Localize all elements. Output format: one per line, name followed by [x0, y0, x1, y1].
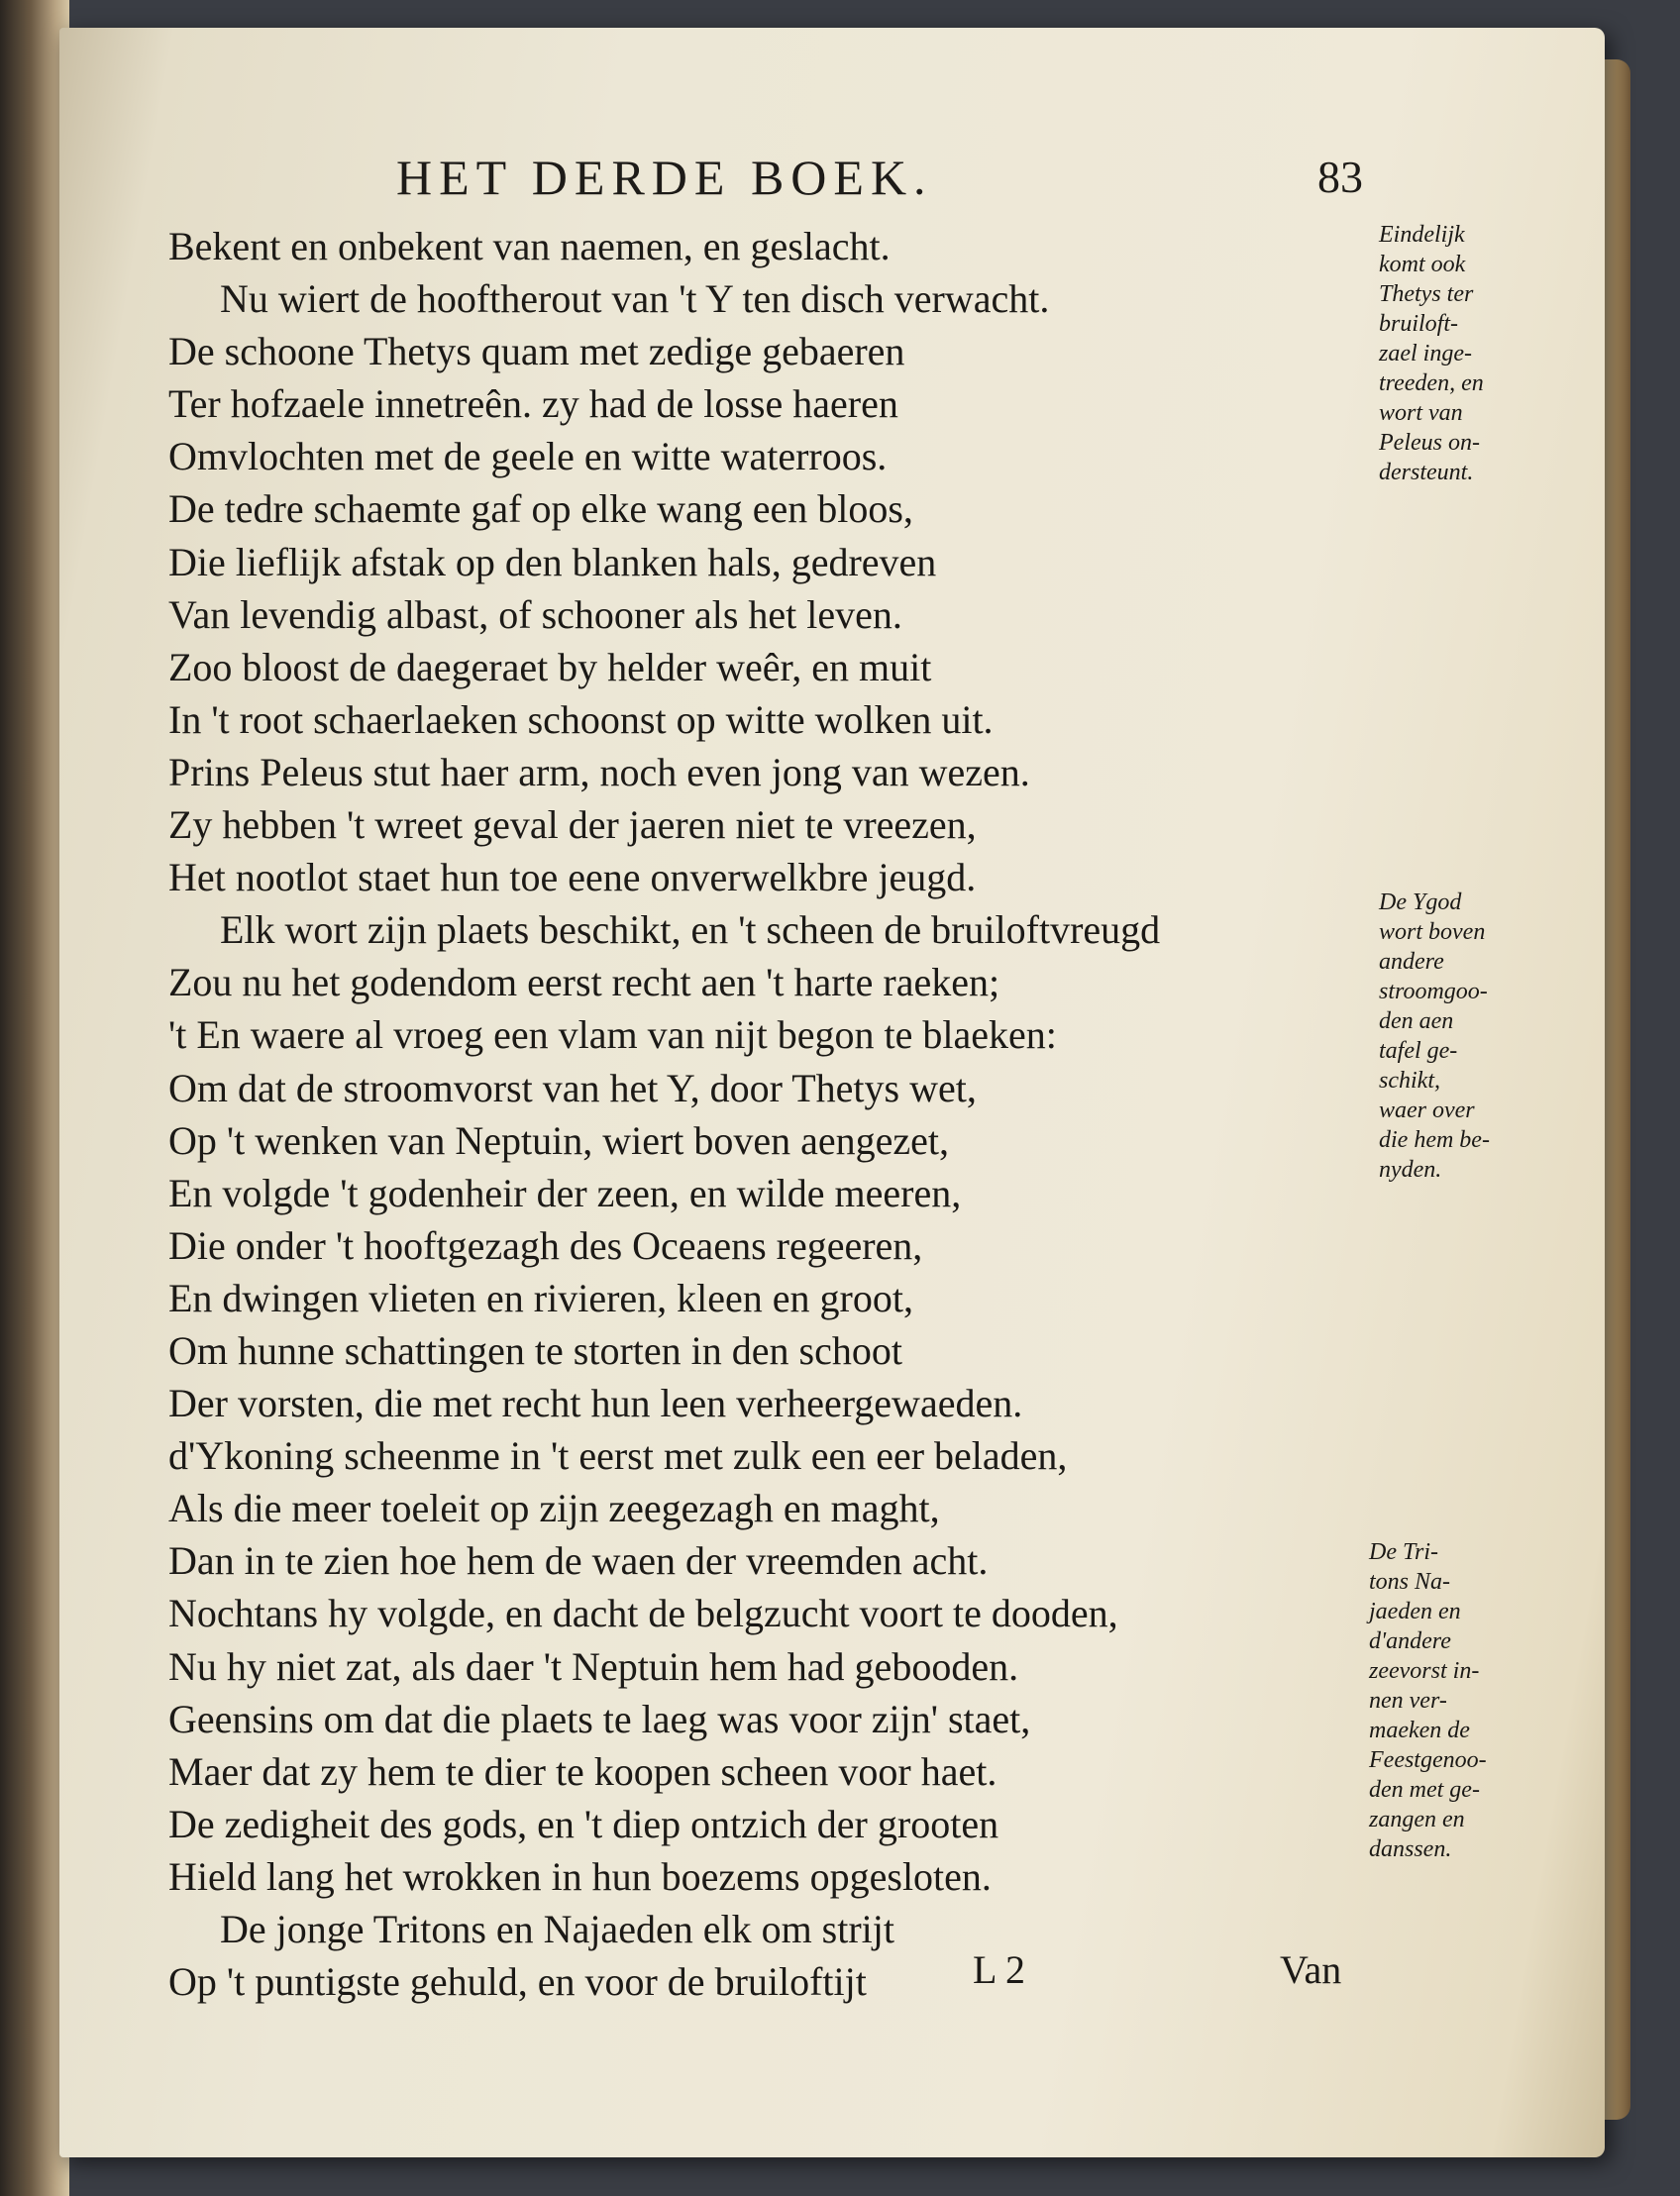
poem-line: Prins Peleus stut haer arm, noch even jong van wezen. — [168, 749, 1030, 794]
poem-line: 't En waere al vroeg een vlam van nijt begon te blaeken: — [168, 1012, 1057, 1058]
marginal-note-line: nen ver- — [1369, 1688, 1447, 1714]
marginal-note-line: zael inge- — [1379, 341, 1472, 366]
marginal-note-line: den met ge- — [1369, 1777, 1480, 1803]
marginal-note-line: stroomgoo- — [1379, 979, 1488, 1004]
running-title: HET DERDE BOEK. — [396, 150, 933, 205]
poem-line: Om hunne schattingen te storten in den schoot — [168, 1327, 902, 1373]
poem-line: In 't root schaerlaeken schoonst op witte wolken uit. — [168, 696, 994, 742]
marginal-note-line: jaeden en — [1369, 1599, 1461, 1624]
poem-line: Hield lang het wrokken in hun boezems opgesloten. — [168, 1853, 992, 1899]
poem-line: En volgde 't godenheir der zeen, en wilde meeren, — [168, 1170, 962, 1215]
marginal-note-line: den aen — [1379, 1008, 1454, 1034]
marginal-note-line: De Ygod — [1379, 889, 1462, 915]
marginal-note-line: Thetys ter — [1379, 281, 1474, 307]
poem-line: Zoo bloost de daegeraet by helder weêr, en muit — [168, 644, 932, 689]
marginal-note-line: d'andere — [1369, 1628, 1451, 1654]
marginal-note-thetys — [1379, 220, 1552, 487]
marginal-note-line: dersteunt. — [1379, 460, 1474, 485]
poem-line: En dwingen vlieten en rivieren, kleen en groot, — [168, 1275, 913, 1320]
marginal-note-line: tons Na- — [1369, 1569, 1451, 1595]
poem-line: Op 't wenken van Neptuin, wiert boven aengezet, — [168, 1117, 950, 1163]
marginal-note-line: wort van — [1379, 400, 1463, 426]
poem-line: Het nootlot staet hun toe eene onverwelkbre jeugd. — [168, 855, 977, 900]
poem-line: Die lieflijk afstak op den blanken hals, gedreven — [168, 539, 937, 584]
poem-line: Nu hy niet zat, als daer 't Neptuin hem had gebooden. — [168, 1643, 1019, 1689]
poem-line: Zy hebben 't wreet geval der jaeren niet te vreezen, — [168, 802, 977, 848]
poem-line: Omvlochten met de geele en witte waterroos. — [168, 434, 888, 479]
poem-line: Nu wiert de hooftherout van 't Y ten disch verwacht. — [220, 276, 1050, 322]
marginal-note-line: Feestgenoo- — [1369, 1747, 1487, 1773]
poem-line: Zou nu het godendom eerst recht aen 't harte raeken; — [168, 960, 1000, 1005]
marginal-note-line: tafel ge- — [1379, 1038, 1458, 1064]
marginal-note-line: maeken de — [1369, 1718, 1470, 1743]
poem-line: d'Ykoning scheenme in 't eerst met zulk een eer beladen, — [168, 1433, 1068, 1479]
poem-line: Op 't puntigste gehuld, en voor de bruiloftijt — [168, 1959, 867, 2005]
poem-line: Elk wort zijn plaets beschikt, en 't scheen de bruiloftvreugd — [220, 907, 1161, 953]
poem-line: Geensins om dat die plaets te laeg was voor zijn' staet, — [168, 1696, 1031, 1741]
poem-line: Als die meer toeleit op zijn zeegezagh en maght, — [168, 1486, 940, 1531]
poem-line: Bekent en onbekent van naemen, en geslacht. — [168, 224, 891, 268]
poem-line: De tedre schaemte gaf op elke wang een bloos, — [168, 486, 913, 532]
poem-line: Maer dat zy hem te dier te koopen scheen voor haet. — [168, 1748, 998, 1794]
poem-line: De zedigheit des gods, en 't diep ontzich der grooten — [168, 1801, 999, 1846]
marginal-note-line: nyden. — [1379, 1157, 1442, 1183]
marginal-note-tritons — [1369, 1537, 1542, 1864]
poem-line: Die onder 't hooftgezagh des Oceaens regeeren, — [168, 1222, 923, 1268]
poem-line: Dan in te zien hoe hem de waen der vreemden acht. — [168, 1538, 989, 1584]
marginal-note-line: De Tri- — [1369, 1539, 1439, 1565]
poem-line: Nochtans hy volgde, en dacht de belgzucht voort te dooden, — [168, 1591, 1118, 1636]
marginal-note-line: Peleus on- — [1379, 430, 1480, 456]
marginal-note-line: treeden, en — [1379, 370, 1484, 396]
marginal-note-line: komt ook — [1379, 252, 1466, 277]
marginal-note-line: wort boven — [1379, 919, 1486, 945]
signature-mark: L 2 — [973, 1947, 1025, 1992]
marginal-note-line: schikt, — [1379, 1068, 1440, 1094]
page-number: 83 — [1317, 152, 1363, 202]
poem-line: De schoone Thetys quam met zedige gebaeren — [168, 329, 905, 374]
marginal-note-line: andere — [1379, 949, 1444, 975]
marginal-note-line: zeevorst in- — [1369, 1658, 1480, 1684]
poem-line: Ter hofzaele innetreên. zy had de losse haeren — [168, 381, 898, 427]
poem-line: Der vorsten, die met recht hun leen verheergewaeden. — [168, 1381, 1023, 1426]
marginal-note-line: zangen en — [1369, 1807, 1465, 1832]
marginal-note-ygod — [1379, 888, 1552, 1185]
catchword: Van — [1280, 1947, 1342, 1992]
poem-line: Om dat de stroomvorst van het Y, door Thetys wet, — [168, 1065, 977, 1110]
marginal-note-line: danssen. — [1369, 1836, 1452, 1862]
marginal-note-line: waer over — [1379, 1098, 1475, 1123]
marginal-note-line: bruiloft- — [1379, 311, 1459, 337]
marginal-note-line: die hem be- — [1379, 1127, 1490, 1153]
poem-text — [168, 220, 1357, 2008]
poem-line: De jonge Tritons en Najaeden elk om strijt — [220, 1907, 895, 1951]
poem-line: Van levendig albast, of schooner als het leven. — [168, 591, 902, 637]
marginal-note-line: Eindelijk — [1379, 222, 1465, 248]
